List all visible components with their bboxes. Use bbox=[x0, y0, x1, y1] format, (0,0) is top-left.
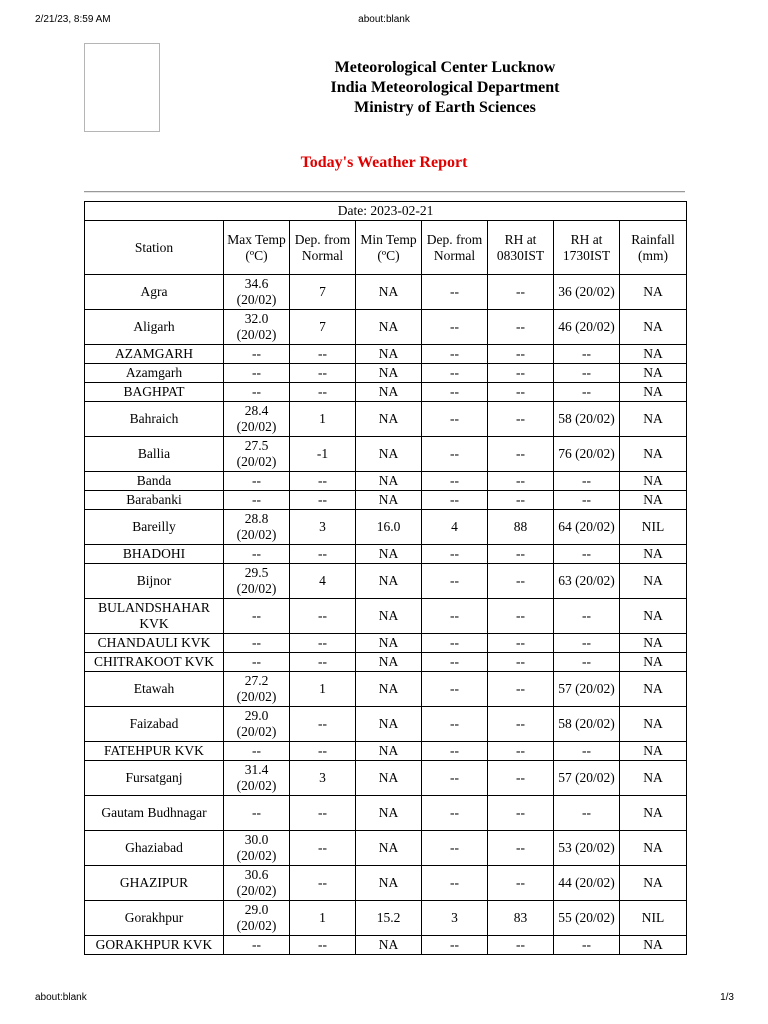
header-min-temp: Min Temp (ºC) bbox=[356, 221, 422, 275]
cell-min-temp: NA bbox=[356, 936, 422, 955]
cell-rh-1730: -- bbox=[554, 383, 620, 402]
cell-min-dep: -- bbox=[422, 491, 488, 510]
cell-max-dep: -- bbox=[290, 936, 356, 955]
table-row bbox=[85, 831, 687, 866]
cell-max-dep: -- bbox=[290, 472, 356, 491]
cell-max-temp: 29.5 (20/02) bbox=[224, 564, 290, 599]
cell-rainfall: NIL bbox=[620, 510, 687, 545]
table-row bbox=[85, 599, 687, 634]
cell-min-dep: 3 bbox=[422, 901, 488, 936]
cell-min-dep: -- bbox=[422, 472, 488, 491]
date-row bbox=[85, 202, 687, 221]
header-rainfall: Rainfall (mm) bbox=[620, 221, 687, 275]
cell-rh-0830: -- bbox=[488, 364, 554, 383]
cell-station: Etawah bbox=[85, 672, 224, 707]
cell-station: Azamgarh bbox=[85, 364, 224, 383]
cell-rh-0830: -- bbox=[488, 672, 554, 707]
cell-rh-0830: -- bbox=[488, 310, 554, 345]
cell-min-dep: -- bbox=[422, 345, 488, 364]
cell-rh-0830: -- bbox=[488, 634, 554, 653]
cell-min-temp: NA bbox=[356, 761, 422, 796]
cell-min-temp: NA bbox=[356, 310, 422, 345]
cell-rainfall: NA bbox=[620, 653, 687, 672]
cell-station: Ballia bbox=[85, 437, 224, 472]
cell-max-dep: -- bbox=[290, 707, 356, 742]
cell-min-dep: -- bbox=[422, 672, 488, 707]
table-row bbox=[85, 437, 687, 472]
table-row bbox=[85, 402, 687, 437]
cell-min-temp: NA bbox=[356, 707, 422, 742]
cell-station: BAGHPAT bbox=[85, 383, 224, 402]
cell-min-dep: -- bbox=[422, 275, 488, 310]
cell-max-dep: 1 bbox=[290, 672, 356, 707]
cell-station: Gorakhpur bbox=[85, 901, 224, 936]
table-row bbox=[85, 707, 687, 742]
cell-max-temp: 31.4 (20/02) bbox=[224, 761, 290, 796]
cell-rh-1730: 46 (20/02) bbox=[554, 310, 620, 345]
cell-max-temp: 30.0 (20/02) bbox=[224, 831, 290, 866]
cell-min-temp: NA bbox=[356, 672, 422, 707]
org-line-2: India Meteorological Department bbox=[330, 79, 560, 96]
cell-max-dep: -- bbox=[290, 491, 356, 510]
table-row bbox=[85, 901, 687, 936]
header-min-dep: Dep. from Normal bbox=[422, 221, 488, 275]
cell-max-temp: -- bbox=[224, 796, 290, 831]
cell-rh-0830: -- bbox=[488, 599, 554, 634]
cell-rainfall: NA bbox=[620, 936, 687, 955]
cell-min-dep: -- bbox=[422, 831, 488, 866]
table-row bbox=[85, 634, 687, 653]
cell-min-dep: -- bbox=[422, 761, 488, 796]
cell-rainfall: NA bbox=[620, 866, 687, 901]
cell-station: Aligarh bbox=[85, 310, 224, 345]
cell-min-temp: NA bbox=[356, 345, 422, 364]
cell-rh-1730: -- bbox=[554, 936, 620, 955]
table-row bbox=[85, 936, 687, 955]
header-rh-0830: RH at 0830IST bbox=[488, 221, 554, 275]
print-datetime: 2/21/23, 8:59 AM bbox=[35, 14, 111, 25]
cell-station: Banda bbox=[85, 472, 224, 491]
cell-min-temp: NA bbox=[356, 653, 422, 672]
cell-min-temp: NA bbox=[356, 866, 422, 901]
table-row bbox=[85, 796, 687, 831]
cell-rh-0830: -- bbox=[488, 491, 554, 510]
cell-station: Fursatganj bbox=[85, 761, 224, 796]
cell-min-dep: -- bbox=[422, 742, 488, 761]
cell-rainfall: NA bbox=[620, 275, 687, 310]
cell-station: FATEHPUR KVK bbox=[85, 742, 224, 761]
cell-rh-1730: 58 (20/02) bbox=[554, 707, 620, 742]
cell-rh-0830: -- bbox=[488, 402, 554, 437]
cell-rainfall: NA bbox=[620, 634, 687, 653]
cell-max-temp: -- bbox=[224, 545, 290, 564]
cell-min-temp: NA bbox=[356, 599, 422, 634]
cell-station: Bareilly bbox=[85, 510, 224, 545]
cell-rh-1730: 57 (20/02) bbox=[554, 761, 620, 796]
cell-rh-1730: 36 (20/02) bbox=[554, 275, 620, 310]
cell-max-temp: -- bbox=[224, 599, 290, 634]
cell-min-temp: NA bbox=[356, 545, 422, 564]
cell-rh-1730: -- bbox=[554, 653, 620, 672]
cell-max-temp: -- bbox=[224, 742, 290, 761]
cell-max-dep: 7 bbox=[290, 275, 356, 310]
cell-max-dep: 1 bbox=[290, 901, 356, 936]
cell-rh-1730: -- bbox=[554, 472, 620, 491]
cell-station: Bahraich bbox=[85, 402, 224, 437]
footer-url: about:blank bbox=[35, 992, 87, 1003]
cell-rh-0830: -- bbox=[488, 707, 554, 742]
cell-max-temp: 34.6 (20/02) bbox=[224, 275, 290, 310]
cell-rh-0830: -- bbox=[488, 345, 554, 364]
cell-rh-1730: -- bbox=[554, 491, 620, 510]
cell-rh-1730: -- bbox=[554, 364, 620, 383]
cell-max-dep: -- bbox=[290, 866, 356, 901]
org-titles bbox=[240, 58, 650, 118]
cell-rh-1730: -- bbox=[554, 742, 620, 761]
cell-station: Bijnor bbox=[85, 564, 224, 599]
header-station: Station bbox=[85, 221, 224, 275]
cell-station: GORAKHPUR KVK bbox=[85, 936, 224, 955]
cell-min-temp: NA bbox=[356, 564, 422, 599]
cell-max-temp: -- bbox=[224, 653, 290, 672]
header-max-dep: Dep. from Normal bbox=[290, 221, 356, 275]
cell-max-dep: -- bbox=[290, 599, 356, 634]
cell-max-temp: -- bbox=[224, 472, 290, 491]
cell-max-dep: -- bbox=[290, 653, 356, 672]
report-date: Date: 2023-02-21 bbox=[85, 202, 687, 221]
cell-rh-0830: -- bbox=[488, 653, 554, 672]
cell-rainfall: NA bbox=[620, 491, 687, 510]
cell-rh-1730: 76 (20/02) bbox=[554, 437, 620, 472]
cell-max-dep: 7 bbox=[290, 310, 356, 345]
cell-rainfall: NA bbox=[620, 383, 687, 402]
cell-max-dep: -- bbox=[290, 796, 356, 831]
cell-min-dep: -- bbox=[422, 796, 488, 831]
cell-rh-0830: -- bbox=[488, 564, 554, 599]
cell-rh-1730: 64 (20/02) bbox=[554, 510, 620, 545]
org-line-1: Meteorological Center Lucknow bbox=[334, 59, 556, 76]
cell-max-temp: 27.5 (20/02) bbox=[224, 437, 290, 472]
cell-min-temp: NA bbox=[356, 491, 422, 510]
table-row bbox=[85, 383, 687, 402]
cell-rainfall: NA bbox=[620, 831, 687, 866]
header-rh-1730: RH at 1730IST bbox=[554, 221, 620, 275]
cell-rainfall: NA bbox=[620, 402, 687, 437]
cell-min-temp: NA bbox=[356, 275, 422, 310]
cell-max-temp: 27.2 (20/02) bbox=[224, 672, 290, 707]
cell-min-temp: NA bbox=[356, 634, 422, 653]
cell-min-temp: NA bbox=[356, 402, 422, 437]
cell-rh-1730: 53 (20/02) bbox=[554, 831, 620, 866]
cell-min-dep: -- bbox=[422, 936, 488, 955]
table-row bbox=[85, 310, 687, 345]
cell-max-dep: -- bbox=[290, 634, 356, 653]
cell-min-temp: 16.0 bbox=[356, 510, 422, 545]
cell-rh-0830: -- bbox=[488, 796, 554, 831]
cell-min-dep: -- bbox=[422, 707, 488, 742]
cell-station: GHAZIPUR bbox=[85, 866, 224, 901]
cell-min-dep: -- bbox=[422, 383, 488, 402]
cell-min-dep: -- bbox=[422, 564, 488, 599]
table-row bbox=[85, 491, 687, 510]
cell-rh-1730: -- bbox=[554, 545, 620, 564]
cell-max-dep: -- bbox=[290, 383, 356, 402]
cell-min-temp: NA bbox=[356, 364, 422, 383]
cell-rainfall: NA bbox=[620, 761, 687, 796]
cell-rh-0830: -- bbox=[488, 472, 554, 491]
cell-max-temp: -- bbox=[224, 491, 290, 510]
cell-max-temp: -- bbox=[224, 364, 290, 383]
weather-table bbox=[84, 201, 687, 955]
cell-max-dep: 4 bbox=[290, 564, 356, 599]
table-row bbox=[85, 672, 687, 707]
report-title: Today's Weather Report bbox=[300, 154, 468, 171]
cell-rainfall: NA bbox=[620, 564, 687, 599]
cell-min-dep: -- bbox=[422, 866, 488, 901]
logo-placeholder-image bbox=[84, 43, 160, 132]
cell-max-temp: 32.0 (20/02) bbox=[224, 310, 290, 345]
cell-min-temp: NA bbox=[356, 472, 422, 491]
cell-station: Faizabad bbox=[85, 707, 224, 742]
cell-min-dep: -- bbox=[422, 634, 488, 653]
cell-min-temp: NA bbox=[356, 383, 422, 402]
cell-max-dep: -- bbox=[290, 742, 356, 761]
table-row bbox=[85, 275, 687, 310]
cell-max-temp: 29.0 (20/02) bbox=[224, 707, 290, 742]
table-row bbox=[85, 472, 687, 491]
cell-station: Ghaziabad bbox=[85, 831, 224, 866]
cell-station: AZAMGARH bbox=[85, 345, 224, 364]
cell-max-dep: 3 bbox=[290, 510, 356, 545]
table-row bbox=[85, 866, 687, 901]
cell-rainfall: NA bbox=[620, 742, 687, 761]
cell-rainfall: NA bbox=[620, 707, 687, 742]
cell-max-temp: 30.6 (20/02) bbox=[224, 866, 290, 901]
cell-max-temp: -- bbox=[224, 345, 290, 364]
cell-station: Gautam Budhnagar bbox=[85, 796, 224, 831]
cell-min-dep: -- bbox=[422, 653, 488, 672]
table-row bbox=[85, 761, 687, 796]
org-line-3: Ministry of Earth Sciences bbox=[354, 99, 536, 116]
cell-max-dep: -- bbox=[290, 545, 356, 564]
cell-max-temp: 29.0 (20/02) bbox=[224, 901, 290, 936]
cell-station: BULANDSHAHAR KVK bbox=[85, 599, 224, 634]
cell-rh-0830: -- bbox=[488, 831, 554, 866]
table-row bbox=[85, 564, 687, 599]
cell-rh-0830: -- bbox=[488, 275, 554, 310]
cell-max-temp: -- bbox=[224, 634, 290, 653]
cell-min-temp: NA bbox=[356, 796, 422, 831]
cell-rainfall: NA bbox=[620, 796, 687, 831]
table-row bbox=[85, 742, 687, 761]
table-row bbox=[85, 545, 687, 564]
cell-station: Barabanki bbox=[85, 491, 224, 510]
cell-max-dep: 1 bbox=[290, 402, 356, 437]
cell-rh-1730: 63 (20/02) bbox=[554, 564, 620, 599]
cell-rainfall: NA bbox=[620, 364, 687, 383]
cell-min-dep: -- bbox=[422, 364, 488, 383]
cell-max-dep: -- bbox=[290, 345, 356, 364]
cell-station: CHANDAULI KVK bbox=[85, 634, 224, 653]
cell-rh-1730: -- bbox=[554, 634, 620, 653]
cell-max-dep: -- bbox=[290, 831, 356, 866]
cell-rh-0830: 88 bbox=[488, 510, 554, 545]
cell-rainfall: NA bbox=[620, 599, 687, 634]
cell-rainfall: NA bbox=[620, 310, 687, 345]
cell-rainfall: NA bbox=[620, 472, 687, 491]
cell-rh-0830: -- bbox=[488, 437, 554, 472]
cell-min-dep: -- bbox=[422, 599, 488, 634]
cell-rh-0830: -- bbox=[488, 761, 554, 796]
cell-rh-0830: -- bbox=[488, 936, 554, 955]
table-row bbox=[85, 510, 687, 545]
cell-min-temp: NA bbox=[356, 742, 422, 761]
cell-max-temp: -- bbox=[224, 936, 290, 955]
cell-rainfall: NA bbox=[620, 672, 687, 707]
cell-max-temp: -- bbox=[224, 383, 290, 402]
table-row bbox=[85, 653, 687, 672]
cell-station: CHITRAKOOT KVK bbox=[85, 653, 224, 672]
page-number: 1/3 bbox=[720, 992, 734, 1003]
cell-rh-0830: -- bbox=[488, 383, 554, 402]
header-row bbox=[85, 221, 687, 275]
cell-max-dep: -- bbox=[290, 364, 356, 383]
cell-rainfall: NIL bbox=[620, 901, 687, 936]
cell-rh-0830: 83 bbox=[488, 901, 554, 936]
cell-min-dep: -- bbox=[422, 402, 488, 437]
cell-max-temp: 28.4 (20/02) bbox=[224, 402, 290, 437]
cell-min-dep: 4 bbox=[422, 510, 488, 545]
table-row bbox=[85, 345, 687, 364]
cell-rainfall: NA bbox=[620, 545, 687, 564]
cell-rh-1730: -- bbox=[554, 796, 620, 831]
cell-min-dep: -- bbox=[422, 545, 488, 564]
cell-max-dep: 3 bbox=[290, 761, 356, 796]
cell-max-dep: -1 bbox=[290, 437, 356, 472]
cell-rh-1730: 44 (20/02) bbox=[554, 866, 620, 901]
cell-rh-1730: 58 (20/02) bbox=[554, 402, 620, 437]
cell-station: BHADOHI bbox=[85, 545, 224, 564]
cell-rh-1730: -- bbox=[554, 599, 620, 634]
cell-rh-1730: 55 (20/02) bbox=[554, 901, 620, 936]
print-url: about:blank bbox=[358, 14, 410, 25]
horizontal-divider bbox=[84, 191, 685, 193]
cell-rh-1730: -- bbox=[554, 345, 620, 364]
cell-rh-0830: -- bbox=[488, 545, 554, 564]
cell-station: Agra bbox=[85, 275, 224, 310]
cell-rainfall: NA bbox=[620, 345, 687, 364]
cell-rh-1730: 57 (20/02) bbox=[554, 672, 620, 707]
cell-rh-0830: -- bbox=[488, 742, 554, 761]
cell-min-temp: 15.2 bbox=[356, 901, 422, 936]
cell-min-temp: NA bbox=[356, 437, 422, 472]
header-max-temp: Max Temp (ºC) bbox=[224, 221, 290, 275]
cell-rainfall: NA bbox=[620, 437, 687, 472]
cell-min-dep: -- bbox=[422, 437, 488, 472]
table-row bbox=[85, 364, 687, 383]
cell-min-temp: NA bbox=[356, 831, 422, 866]
cell-max-temp: 28.8 (20/02) bbox=[224, 510, 290, 545]
cell-rh-0830: -- bbox=[488, 866, 554, 901]
cell-min-dep: -- bbox=[422, 310, 488, 345]
